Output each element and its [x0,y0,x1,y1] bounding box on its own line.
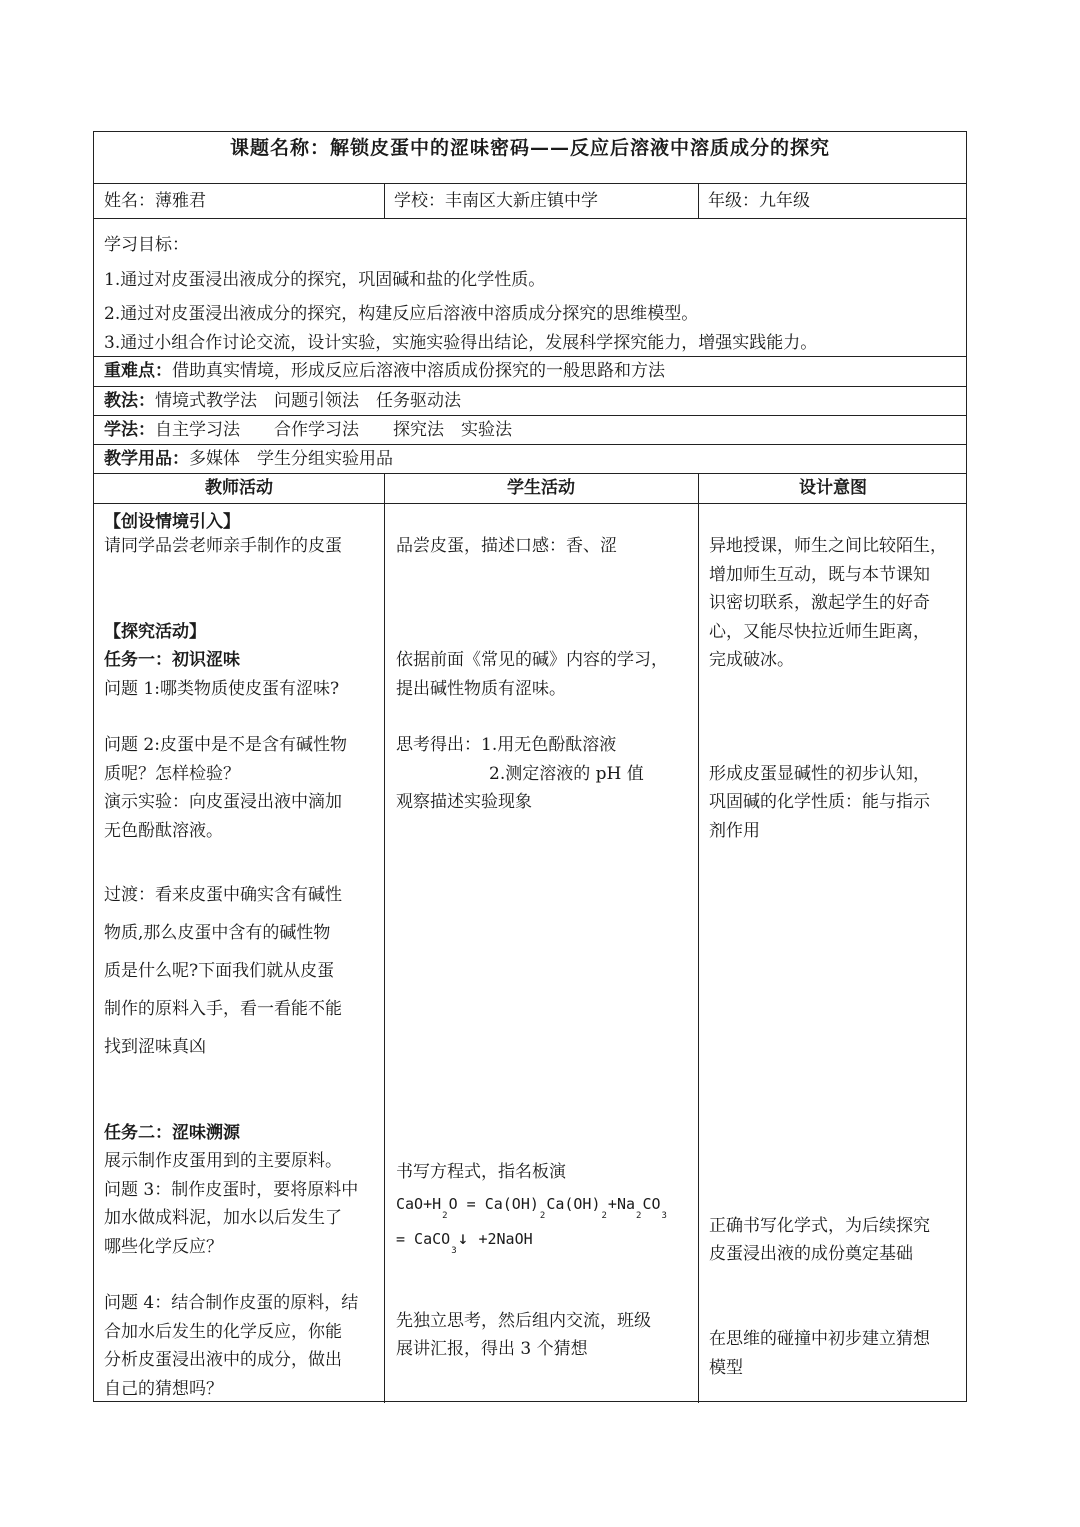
transition-line: 质是什么呢?下面我们就从皮蛋 [104,961,335,981]
equation-part: O = Ca(OH) [448,1195,539,1213]
equation-subscript: 2 [601,1211,607,1221]
intro-heading: 【创设情境引入】 [104,512,240,532]
student-basis-line: 提出碱性物质有涩味。 [396,679,566,699]
divider [698,184,699,219]
materials-row [94,445,966,474]
student-taste: 品尝皮蛋，描述口感：香、涩 [396,536,617,556]
goal-item: 3.通过小组合作讨论交流，设计实验，实施实验得出结论，发展科学探究能力，增强实践能力。 [104,333,818,353]
question-3-line: 加水做成料泥，加水以后发生了 [104,1208,342,1228]
goal-item: 1.通过对皮蛋浸出液成分的探究，巩固碱和盐的化学性质。 [104,270,546,290]
equation-part: +2NaOH [478,1230,533,1248]
task2-heading: 任务二：涩味溯源 [104,1123,240,1143]
question-3-line: 问题 3：制作皮蛋时，要将原料中 [104,1180,359,1200]
teaching-method [104,387,461,415]
lesson-plan-table [93,131,967,1402]
show-material: 展示制作皮蛋用到的主要原料。 [104,1151,342,1171]
teaching-method-row [94,387,966,416]
school-name: 学校：丰南区大新庄镇中学 [394,191,598,211]
student-observe: 观察描述实验现象 [396,792,532,812]
info-row [94,184,966,219]
divider [384,474,385,1403]
teaching-method-text: 情境式教学法 问题引领法 任务驱动法 [155,391,461,411]
question-4-line: 合加水后发生的化学反应，你能 [104,1322,342,1342]
equation-subscript: 2 [442,1211,448,1221]
design-line: 正确书写化学式，为后续探究 [709,1216,930,1236]
title-row [94,132,966,184]
design-line: 心，又能尽快拉近师生距离， [709,622,930,642]
question-2-line: 问题 2:皮蛋中是不是含有碱性物 [104,735,347,755]
transition-line: 制作的原料入手，看一看能不能 [104,999,342,1019]
design-line: 完成破冰。 [709,650,794,670]
equation-line-2 [396,1228,533,1256]
transition-line: 过渡：看来皮蛋中确实含有碱性 [104,885,342,905]
materials-text: 多媒体 学生分组实验用品 [189,449,393,469]
goals-row [94,219,966,357]
equation-part: +Na [607,1195,636,1213]
question-3-line: 哪些化学反应？ [104,1237,223,1257]
teacher-name: 姓名：薄雅君 [104,191,206,211]
design-line: 剂作用 [709,821,760,841]
design-line: 异地授课，师生之间比较陌生， [709,536,947,556]
question-4-line: 自己的猜想吗？ [104,1379,223,1399]
explore-heading: 【探究活动】 [104,622,206,642]
student-column-header: 学生活动 [507,478,575,498]
materials [104,445,393,473]
equation-part: Ca(OH) [546,1195,601,1213]
student-guess-line: 展讲汇报，得出 3 个猜想 [396,1339,588,1359]
equation-line-1 [396,1195,668,1221]
design-line: 巩固碱的化学性质：能与指示 [709,792,930,812]
task1-heading: 任务一：初识涩味 [104,650,240,670]
design-line: 增加师生互动，既与本节课知 [709,565,930,585]
equation-part: CO [642,1195,661,1213]
key-points-label: 重难点： [104,361,172,381]
student-think-line: 思考得出：1.用无色酚酞溶液 [396,735,617,755]
down-arrow-icon: ↓ [457,1228,469,1249]
design-line: 形成皮蛋显碱性的初步认知， [709,764,930,784]
key-points-row [94,357,966,387]
transition-line: 找到涩味真凶 [104,1037,206,1057]
key-points-text: 借助真实情境，形成反应后溶液中溶质成份探究的一般思路和方法 [172,361,665,381]
student-write-equation: 书写方程式，指名板演 [396,1162,566,1182]
question-4-line: 问题 4：结合制作皮蛋的原料，结 [104,1293,359,1313]
learning-method-row [94,416,966,445]
grade-level: 年级：九年级 [708,191,810,211]
question-4-line: 分析皮蛋浸出液中的成分，做出 [104,1350,342,1370]
design-line: 在思维的碰撞中初步建立猜想 [709,1329,930,1349]
column-header-row [94,474,966,504]
student-think-line: 2.测定溶液的 pH 值 [489,764,644,784]
materials-label: 教学用品： [104,449,189,469]
equation-subscript: 2 [636,1211,642,1221]
goals-heading: 学习目标： [104,235,189,255]
equation-subscript: 3 [451,1246,457,1256]
student-guess-line: 先独立思考，然后组内交流，班级 [396,1311,651,1331]
goal-item: 2.通过对皮蛋浸出液成分的探究，构建反应后溶液中溶质成分探究的思维模型。 [104,304,699,324]
question-2-line: 质呢？怎样检验？ [104,764,240,784]
learning-method-label: 学法： [104,420,155,440]
design-column-header: 设计意图 [799,478,867,498]
student-basis-line: 依据前面《常见的碱》内容的学习， [396,650,668,670]
learning-method [104,416,512,444]
learning-method-text: 自主学习法 合作学习法 探究法 实验法 [155,420,512,440]
key-points [104,357,665,385]
intro-text: 请同学品尝老师亲手制作的皮蛋 [104,536,342,556]
teaching-method-label: 教法： [104,391,155,411]
design-line: 皮蛋浸出液的成份奠定基础 [709,1244,913,1264]
teacher-column-header: 教师活动 [205,478,273,498]
transition-line: 物质,那么皮蛋中含有的碱性物 [104,923,331,943]
question-1: 问题 1:哪类物质使皮蛋有涩味? [104,679,340,699]
demo-line: 无色酚酞溶液。 [104,821,223,841]
divider [698,474,699,1403]
design-line: 模型 [709,1358,743,1378]
demo-line: 演示实验：向皮蛋浸出液中滴加 [104,792,342,812]
lesson-title: 课题名称：解锁皮蛋中的涩味密码——反应后溶液中溶质成分的探究 [229,137,830,159]
equation-subscript: 3 [661,1211,667,1221]
equation-subscript: 2 [539,1211,546,1221]
divider [384,184,385,219]
design-line: 识密切联系，激起学生的好奇 [709,593,930,613]
equation-part: = CaCO [396,1230,451,1248]
equation-part: CaO+H [396,1195,442,1213]
